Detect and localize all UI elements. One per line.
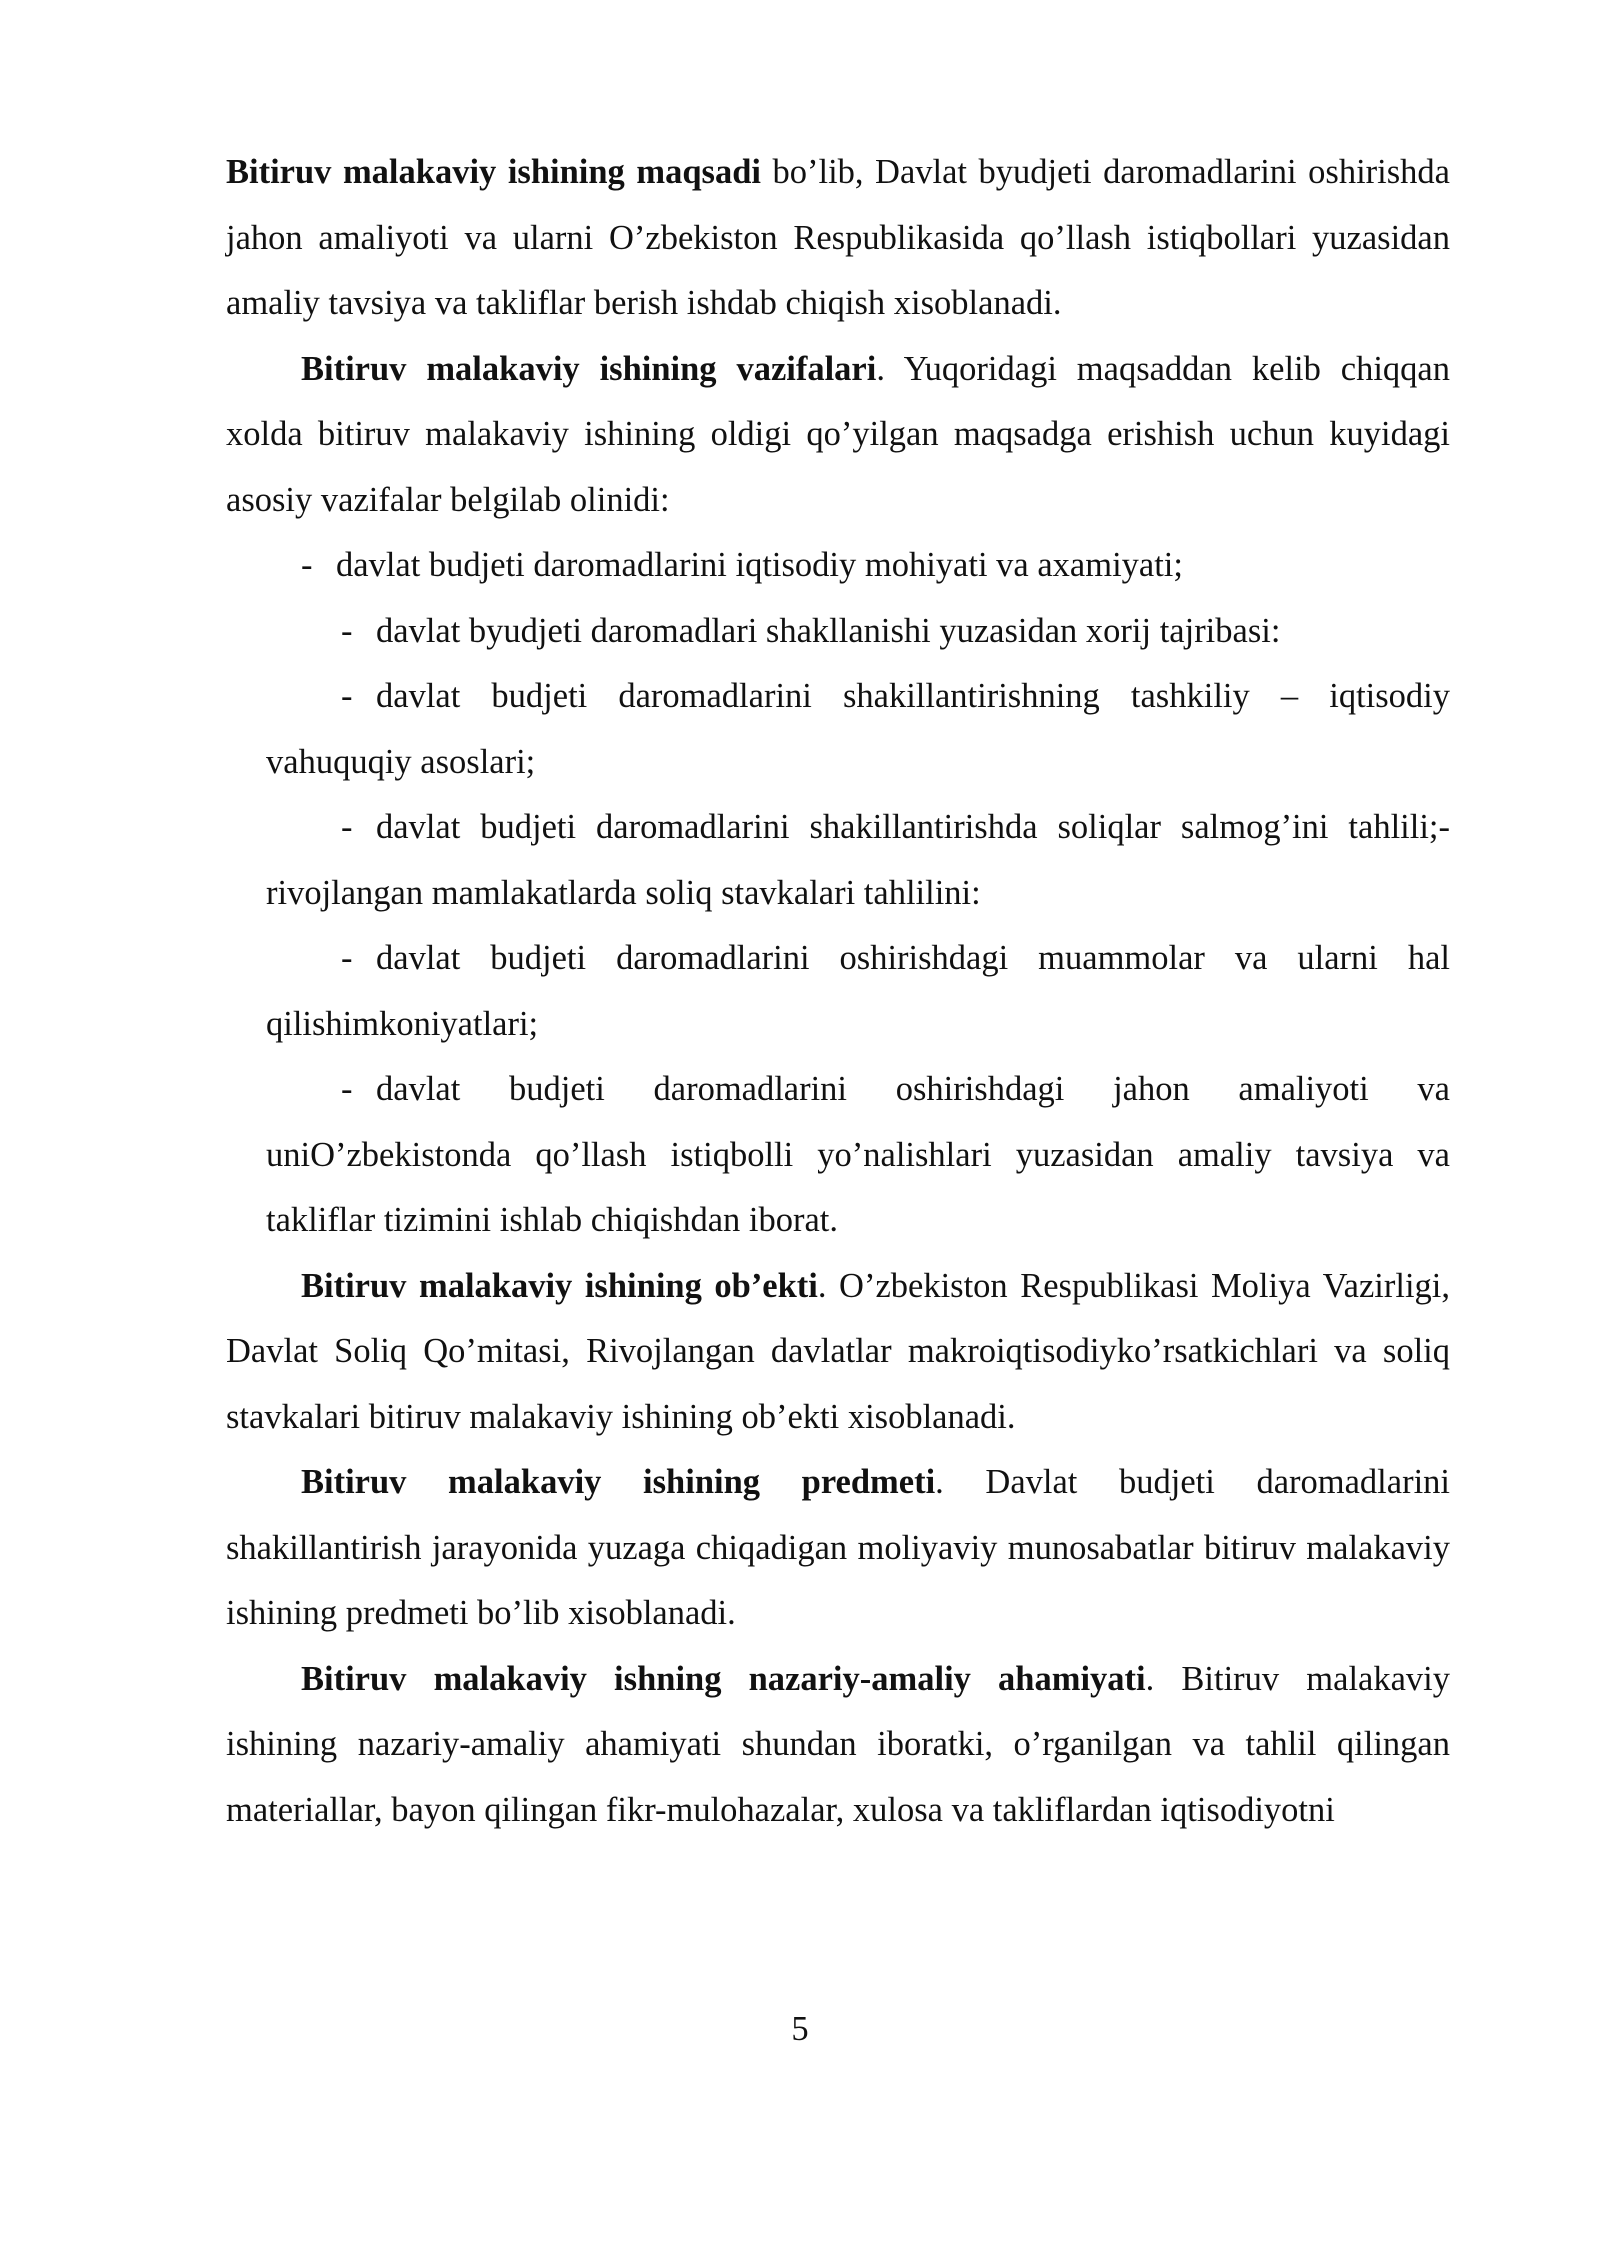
list-dash: - (341, 611, 353, 650)
list-item-text: davlat budjeti daromadlarini iqtisodiy mohiyati va axamiyati; (336, 546, 1183, 584)
list-item-text: davlat byudjeti daromadlari shakllanishi yuzasidan xorij tajribasi: (376, 611, 1281, 650)
paragraph-body: . O’zbekiston Respublikasi Moliya Vazirligi, Davlat Soliq Qo’mitasi, Rivojlangan davlatlar makroiqtisodiyko’rsatkichlari va soliq stavkalari bitiruv malakaviy ishining ob’ekti xisoblanadi. (226, 1266, 1451, 1436)
paragraph-subject (226, 1450, 1450, 1647)
paragraph-tasks (226, 337, 1450, 534)
paragraph-heading: Bitiruv malakaviy ishining ob’ekti (301, 1266, 818, 1305)
list-dash: - (301, 546, 313, 584)
paragraph-heading: Bitiruv malakaviy ishining predmeti (301, 1463, 936, 1501)
list-dash: - (341, 939, 353, 977)
task-list (226, 533, 1450, 1254)
page-number: 5 (791, 2010, 809, 2048)
list-item-text: davlat budjeti daromadlarini oshirishdagi muammolar va ularni hal qilishimkoniyatlari; (266, 939, 1450, 1043)
list-item-text: davlat budjeti daromadlarini shakillantirishning tashkiliy – iqtisodiy vahuquqiy asoslari; (266, 677, 1450, 781)
paragraph-heading: Bitiruv malakaviy ishining vazifalari (301, 349, 877, 388)
list-item (266, 926, 1450, 1057)
list-item (266, 795, 1450, 926)
paragraph-body: bo’lib, Davlat byudjeti daromadlarini oshirishda jahon amaliyoti va ularni O’zbekiston Respublikasida qo’llash istiqbollari yuzasidan amaliy tavsiya va takliflar berish ishdab chiqish xisoblanadi. (226, 153, 1450, 322)
paragraph-goal (226, 140, 1450, 337)
list-item-text: davlat budjeti daromadlarini oshirishdagi jahon amaliyoti va uniO’zbekistonda qo’llash istiqbolli yo’nalishlari yuzasidan amaliy tavsiya va takliflar tizimini ishlab chiqishdan iborat. (266, 1070, 1450, 1239)
list-item (266, 1057, 1450, 1254)
paragraph-heading: Bitiruv malakaviy ishning nazariy-amaliy ahamiyati (301, 1659, 1146, 1698)
list-item (266, 599, 1450, 665)
list-item-text: davlat budjeti daromadlarini shakillantirishda soliqlar salmog’ini tahlili;- rivojlangan mamlakatlarda soliq stavkalari tahlilini: (266, 808, 1450, 912)
list-dash: - (341, 1070, 353, 1108)
paragraph-body: . Davlat budjeti daromadlarini shakillantirish jarayonida yuzaga chiqadigan moliyaviy munosabatlar bitiruv malakaviy ishining predmeti bo’lib xisoblanadi. (226, 1463, 1450, 1632)
paragraph-object (226, 1254, 1450, 1451)
paragraph-significance (226, 1647, 1450, 1844)
paragraph-body: . Bitiruv malakaviy ishining nazariy-amaliy ahamiyati shundan iboratki, o’rganilgan va tahlil qilingan materiallar, bayon qilingan fikr-mulohazalar, xulosa va takliflardan iqtisodiyotni (226, 1659, 1451, 1829)
paragraph-heading: Bitiruv malakaviy ishining maqsadi (226, 153, 761, 191)
document-page (226, 140, 1450, 1843)
list-item (266, 533, 1450, 599)
list-dash: - (341, 677, 353, 715)
paragraph-body: . Yuqoridagi maqsaddan kelib chiqqan xolda bitiruv malakaviy ishining oldigi qo’yilgan maqsadga erishish uchun kuyidagi asosiy vazifalar belgilab olinidi: (226, 349, 1450, 519)
list-dash: - (341, 808, 353, 846)
list-item (266, 664, 1450, 795)
